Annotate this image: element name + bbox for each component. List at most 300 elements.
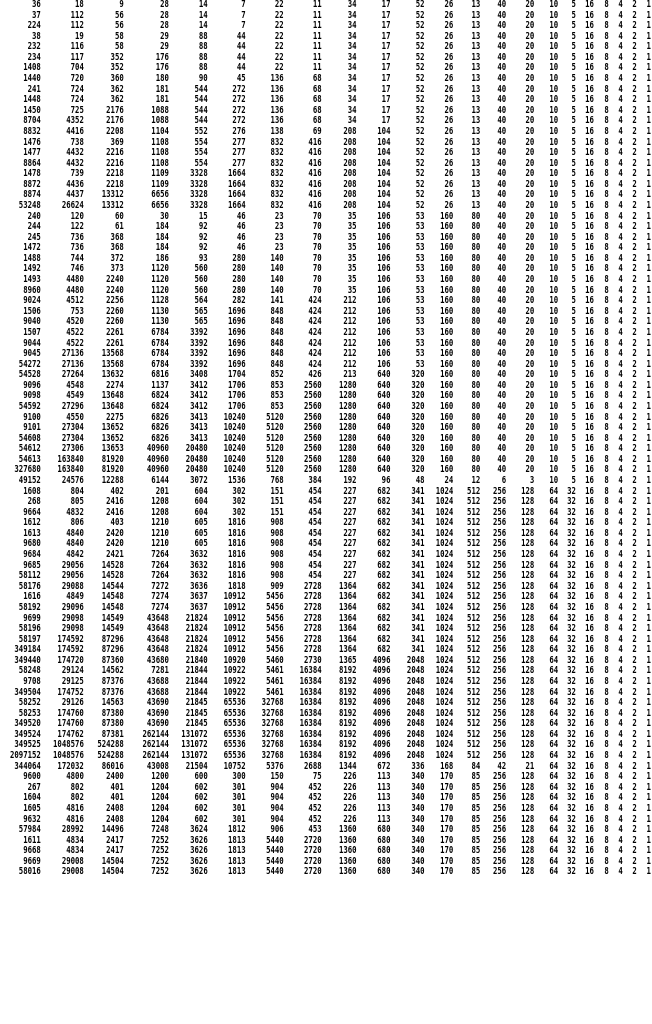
table-cell: 1 [646, 719, 652, 730]
table-cell: 2176 [106, 105, 124, 116]
table-cell: 1024 [435, 698, 454, 709]
table-cell: 1024 [435, 560, 454, 571]
table-cell: 16 [585, 10, 594, 21]
table-cell: 272 [232, 116, 246, 127]
table-cell: 736 [70, 232, 84, 243]
table-cell: 2 [632, 306, 637, 317]
table-cell: 1813 [227, 867, 246, 878]
table-cell: 3408 [190, 370, 209, 381]
table-cell: 2420 [106, 528, 124, 539]
table-cell: 16 [585, 803, 594, 814]
table-cell: 640 [376, 444, 391, 455]
table-cell: 2048 [406, 666, 425, 677]
table-cell: 16 [585, 634, 594, 645]
table-cell: 1 [646, 433, 652, 444]
table-cell: 40 [497, 158, 507, 169]
table-cell: 8 [603, 21, 609, 32]
table-cell: 14549 [101, 613, 124, 624]
table-cell: 8 [603, 349, 609, 360]
table-cell: 2560 [303, 433, 322, 444]
table-cell: 5456 [266, 645, 285, 656]
table-cell: 852 [270, 370, 285, 381]
table-cell: 16 [585, 698, 594, 709]
table-cell: 16 [585, 825, 594, 836]
table-cell: 16384 [299, 687, 322, 698]
table-cell: 256 [493, 486, 507, 497]
table-cell: 29098 [61, 613, 84, 624]
table-cell: 53 [415, 338, 425, 349]
table-cell: 80 [471, 338, 481, 349]
table-cell: 104 [376, 126, 391, 137]
table-cell: 160 [440, 222, 454, 233]
table-cell: 7 [241, 21, 246, 32]
table-cell: 227 [343, 550, 357, 561]
table-cell: 5460 [266, 655, 285, 666]
table-cell: 54272 [18, 359, 41, 370]
table-cell: 1 [646, 222, 652, 233]
table-cell: 40 [497, 327, 507, 338]
table-row [0, 243, 652, 254]
table-cell: 2 [632, 486, 637, 497]
table-cell: 64 [549, 814, 559, 825]
table-cell: 256 [493, 793, 507, 804]
table-cell: 454 [308, 550, 322, 561]
table-cell: 256 [493, 497, 507, 508]
table-cell: 13312 [101, 190, 124, 201]
table-cell: 10 [549, 105, 559, 116]
table-cell: 64 [549, 560, 559, 571]
table-cell: 8 [603, 433, 609, 444]
table-cell: 1664 [227, 190, 246, 201]
table-cell: 160 [440, 433, 454, 444]
table-cell: 452 [308, 803, 322, 814]
table-cell: 3392 [190, 359, 209, 370]
table-cell: 4 [618, 21, 623, 32]
table-cell: 34 [348, 116, 357, 127]
table-cell: 64 [549, 602, 559, 613]
table-cell: 87296 [101, 634, 124, 645]
table-cell: 301 [232, 793, 246, 804]
table-row [0, 571, 652, 582]
table-cell: 53 [415, 349, 425, 360]
table-cell: 128 [521, 634, 535, 645]
table-cell: 340 [411, 846, 425, 857]
table-cell: 40 [497, 338, 507, 349]
table-cell: 10912 [223, 592, 246, 603]
table-cell: 2 [632, 465, 637, 476]
table-cell: 34 [348, 0, 357, 10]
table-row [0, 402, 652, 413]
table-cell: 10 [549, 74, 559, 85]
table-cell: 4 [618, 687, 623, 698]
table-cell: 11 [312, 10, 322, 21]
table-cell: 87360 [101, 655, 124, 666]
table-cell: 680 [376, 846, 391, 857]
table-cell: 227 [343, 497, 357, 508]
table-cell: 5 [571, 275, 577, 286]
table-cell: 256 [493, 571, 507, 582]
table-cell: 13312 [101, 200, 124, 211]
table-cell: 14 [199, 10, 209, 21]
table-cell: 32 [567, 497, 577, 508]
table-cell: 4840 [65, 528, 84, 539]
table-cell: 14528 [101, 560, 124, 571]
table-cell: 8 [603, 63, 609, 74]
table-cell: 908 [270, 528, 285, 539]
table-cell: 4 [618, 211, 623, 222]
table-cell: 680 [376, 856, 391, 867]
table-cell: 10 [549, 317, 559, 328]
table-cell: 232 [27, 42, 41, 53]
table-cell: 160 [440, 285, 454, 296]
table-cell: 13 [471, 10, 481, 21]
table-cell: 1 [646, 655, 652, 666]
table-cell: 10240 [223, 412, 246, 423]
table-cell: 208 [343, 200, 357, 211]
table-cell: 2 [632, 655, 637, 666]
table-cell: 227 [343, 507, 357, 518]
table-cell: 16 [585, 708, 594, 719]
table-cell: 174760 [57, 708, 84, 719]
table-cell: 454 [308, 507, 322, 518]
table-cell: 213 [343, 370, 357, 381]
table-cell: 10752 [223, 761, 246, 772]
table-row [0, 286, 652, 297]
table-cell: 704 [70, 63, 84, 74]
table-cell: 16 [585, 486, 594, 497]
table-cell: 34 [348, 21, 357, 32]
table-cell: 1 [646, 507, 652, 518]
table-cell: 5440 [266, 867, 285, 878]
table-cell: 80 [471, 401, 481, 412]
table-cell: 8192 [339, 740, 357, 751]
table-cell: 151 [270, 497, 285, 508]
table-cell: 8 [603, 497, 609, 508]
table-cell: 16 [585, 835, 594, 846]
table-cell: 512 [467, 677, 481, 687]
table-cell: 34 [348, 84, 357, 95]
table-cell: 2 [632, 169, 637, 180]
table-cell: 2 [632, 391, 637, 402]
table-cell: 176 [155, 52, 169, 63]
table-cell: 13 [471, 158, 481, 169]
table-cell: 340 [411, 835, 425, 846]
table-cell: 32 [567, 528, 577, 539]
table-cell: 5 [571, 105, 577, 116]
table-cell: 272 [232, 95, 246, 106]
table-cell: 1024 [435, 740, 454, 751]
table-cell: 52 [415, 158, 425, 169]
table-cell: 1024 [435, 613, 454, 624]
table-cell: 1536 [227, 476, 246, 487]
table-cell: 56 [115, 10, 124, 21]
table-cell: 34 [348, 42, 357, 53]
table-cell: 227 [343, 560, 357, 571]
table-cell: 14562 [101, 666, 124, 677]
table-cell: 88 [199, 42, 209, 53]
table-cell: 4 [618, 401, 623, 412]
table-cell: 32768 [262, 729, 285, 740]
table-cell: 168 [440, 761, 454, 772]
table-cell: 43690 [146, 698, 169, 709]
table-cell: 8192 [339, 666, 357, 677]
table-row [0, 539, 652, 550]
table-cell: 1 [646, 645, 652, 656]
table-cell: 1472 [23, 243, 41, 254]
table-cell: 806 [70, 518, 84, 529]
table-cell: 512 [467, 518, 481, 529]
table-cell: 512 [467, 497, 481, 508]
table-cell: 744 [70, 253, 84, 264]
table-cell: 5456 [266, 624, 285, 635]
table-cell: 14504 [101, 867, 124, 878]
table-cell: 53 [415, 359, 425, 370]
table-cell: 10 [549, 95, 559, 106]
table-cell: 10 [549, 179, 559, 190]
table-cell: 1360 [339, 867, 357, 878]
table-cell: 4 [618, 95, 623, 106]
table-cell: 1024 [435, 634, 454, 645]
table-cell: 26 [444, 63, 454, 74]
table-cell: 8 [603, 465, 609, 476]
table-cell: 32 [567, 814, 577, 825]
table-cell: 10 [549, 444, 559, 455]
table-cell: 40 [497, 42, 507, 53]
table-cell: 29124 [61, 666, 84, 677]
table-cell: 320 [411, 433, 425, 444]
table-cell: 13 [471, 116, 481, 127]
table-cell: 128 [521, 624, 535, 635]
table-cell: 512 [467, 751, 481, 762]
table-cell: 40 [497, 116, 507, 127]
table-cell: 174720 [57, 655, 84, 666]
table-cell: 805 [70, 497, 84, 508]
table-cell: 10 [549, 359, 559, 370]
table-cell: 2728 [303, 624, 322, 635]
table-cell: 256 [493, 708, 507, 719]
table-cell: 64 [549, 698, 559, 709]
table-cell: 8 [603, 401, 609, 412]
table-row [0, 497, 652, 508]
table-cell: 46 [236, 211, 246, 222]
table-cell: 34 [348, 63, 357, 74]
table-cell: 4 [618, 602, 623, 613]
table-cell: 128 [521, 803, 535, 814]
table-cell: 16 [585, 169, 594, 180]
table-cell: 64 [549, 687, 559, 698]
table-cell: 1048576 [52, 740, 84, 751]
table-cell: 1280 [339, 380, 357, 391]
table-cell: 21845 [186, 719, 209, 730]
table-cell: 10 [549, 0, 559, 10]
table-cell: 2 [632, 846, 637, 857]
table-cell: 16 [585, 158, 594, 169]
table-cell: 512 [467, 666, 481, 677]
table-cell: 10 [549, 423, 559, 434]
table-cell: 10912 [223, 634, 246, 645]
table-cell: 80 [471, 454, 481, 465]
table-cell: 16 [585, 63, 594, 74]
table-cell: 1 [646, 835, 652, 846]
table-cell: 22 [275, 31, 285, 42]
table-cell: 4 [618, 497, 623, 508]
table-cell: 128 [521, 719, 535, 730]
table-cell: 106 [376, 222, 391, 233]
table-cell: 16 [585, 222, 594, 233]
table-cell: 13 [471, 0, 481, 10]
table-cell: 1706 [227, 401, 246, 412]
table-cell: 16 [585, 391, 594, 402]
table-cell: 52 [415, 74, 425, 85]
table-cell: 170 [440, 803, 454, 814]
table-cell: 90 [199, 74, 209, 85]
table-cell: 40 [497, 423, 507, 434]
table-cell: 32 [567, 666, 577, 677]
table-cell: 1200 [151, 772, 169, 783]
table-cell: 10240 [223, 433, 246, 444]
table-cell: 1024 [435, 571, 454, 582]
table-cell: 32 [567, 550, 577, 561]
table-cell: 6824 [151, 401, 169, 412]
table-cell: 256 [493, 846, 507, 857]
table-cell: 227 [343, 518, 357, 529]
table-cell: 43690 [146, 708, 169, 719]
table-cell: 682 [376, 497, 391, 508]
table-cell: 2 [632, 835, 637, 846]
table-cell: 4352 [65, 116, 84, 127]
table-cell: 29008 [61, 856, 84, 867]
table-cell: 4 [618, 613, 623, 624]
table-cell: 544 [194, 95, 209, 106]
table-cell: 16 [585, 253, 594, 264]
table-cell: 8 [603, 105, 609, 116]
table-cell: 1024 [435, 528, 454, 539]
table-cell: 70 [312, 243, 322, 254]
table-cell: 3624 [190, 825, 209, 836]
table-cell: 128 [521, 507, 535, 518]
table-cell: 104 [376, 179, 391, 190]
table-cell: 92 [199, 222, 209, 233]
table-cell: 13652 [101, 433, 124, 444]
table-cell: 4 [618, 729, 623, 740]
table-cell: 512 [467, 729, 481, 740]
table-cell: 1210 [151, 539, 169, 550]
table-cell: 53 [415, 275, 425, 286]
table-cell: 1024 [435, 581, 454, 592]
table-cell: 277 [232, 158, 246, 169]
table-cell: 1 [646, 486, 652, 497]
table-cell: 32 [567, 655, 577, 666]
table-cell: 560 [194, 275, 209, 286]
table-cell: 138 [270, 126, 285, 137]
table-cell: 35 [348, 211, 357, 222]
table-cell: 256 [493, 666, 507, 677]
table-cell: 1 [646, 10, 652, 21]
table-cell: 2 [632, 222, 637, 233]
table-cell: 2560 [303, 454, 322, 465]
table-row [0, 677, 652, 688]
table-cell: 34 [348, 52, 357, 63]
table-cell: 2 [632, 116, 637, 127]
table-cell: 267 [27, 782, 41, 793]
table-cell: 20 [525, 31, 535, 42]
table-cell: 10 [549, 401, 559, 412]
table-cell: 3 [530, 476, 535, 487]
table-cell: 301 [232, 814, 246, 825]
table-cell: 1 [646, 200, 652, 211]
table-cell: 26 [444, 95, 454, 106]
table-cell: 908 [270, 550, 285, 561]
table-cell: 136 [270, 105, 285, 116]
table-cell: 5 [571, 306, 577, 317]
table-cell: 16 [585, 412, 594, 423]
table-row [0, 42, 652, 53]
table-cell: 8 [603, 222, 609, 233]
table-cell: 1 [646, 190, 652, 201]
table-cell: 1 [646, 243, 652, 254]
table-cell: 9045 [23, 349, 41, 360]
table-cell: 4 [618, 116, 623, 127]
table-cell: 8 [603, 803, 609, 814]
table-cell: 54612 [18, 444, 41, 455]
table-cell: 8 [603, 264, 609, 275]
table-cell: 4 [618, 158, 623, 169]
table-cell: 21844 [186, 666, 209, 677]
table-cell: 1280 [339, 391, 357, 402]
table-cell: 1109 [151, 169, 169, 180]
table-cell: 4512 [65, 296, 84, 307]
table-cell: 80 [471, 296, 481, 307]
table-cell: 32 [567, 740, 577, 751]
table-cell: 8 [603, 179, 609, 190]
table-cell: 544 [194, 116, 209, 127]
table-cell: 8 [603, 507, 609, 518]
table-cell: 256 [493, 518, 507, 529]
table-cell: 1612 [23, 518, 41, 529]
table-cell: 6784 [151, 338, 169, 349]
table-cell: 212 [343, 359, 357, 370]
table-cell: 13 [471, 95, 481, 106]
table-cell: 904 [270, 814, 285, 825]
table-cell: 16 [585, 645, 594, 656]
table-cell: 64 [549, 803, 559, 814]
table-cell: 10 [549, 126, 559, 137]
table-cell: 8 [603, 666, 609, 677]
table-cell: 160 [440, 465, 454, 476]
table-cell: 85 [471, 846, 481, 857]
table-cell: 68 [312, 74, 322, 85]
table-cell: 2275 [106, 412, 124, 423]
table-cell: 160 [440, 243, 454, 254]
table-cell: 16 [585, 581, 594, 592]
table-cell: 904 [270, 793, 285, 804]
table-cell: 24 [444, 476, 454, 487]
table-cell: 2720 [303, 846, 322, 857]
table-cell: 58 [115, 42, 124, 53]
table-cell: 4522 [65, 327, 84, 338]
table-cell: 2 [632, 401, 637, 412]
table-cell: 10 [549, 42, 559, 53]
table-cell: 32 [567, 645, 577, 656]
table-cell: 85 [471, 782, 481, 793]
table-cell: 10 [549, 454, 559, 465]
table-cell: 64 [549, 867, 559, 878]
table-cell: 16 [585, 0, 594, 10]
table-cell: 4 [618, 592, 623, 603]
table-cell: 5 [571, 401, 577, 412]
table-cell: 1706 [227, 380, 246, 391]
table-cell: 4 [618, 518, 623, 529]
